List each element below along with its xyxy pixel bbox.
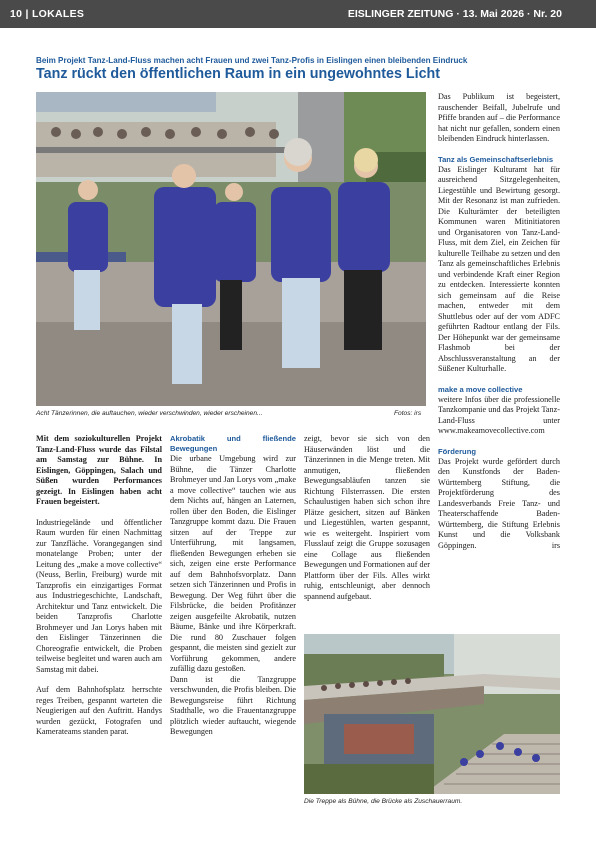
bridge-stairs-photo (304, 634, 560, 794)
page-section-label: 10 | LOKALES (10, 8, 85, 20)
article-lead: Mit dem soziokulturellen Projekt Tanz-Land-Fluss wurde das Filstal am Samstag zur Bühne. In Eislingen, Göppingen, Salach und Süßen wurden Performances gezeigt. In Eislingen haben acht Frauen begeistert. (36, 434, 162, 506)
body-paragraph: zeigt, bevor sie sich von den Häuserwänden löst und die Tänzerinnen in die Menge treten. Mit anmutigen, fließenden Bewegungsabläufen tanzen sie Richtung Filsterrassen. Die ersten Schaulustigen haben sich schon ihre Plätze gesichert, sitzen auf Bänken und Liegestühlen, warten gespannt, wie es weitergeht. Inspiriert vom Flusslauf zeigt die Gruppe sozusagen eine Collage aus fließenden Bewegungen und Formationen auf der Plattform über der Fils. Alles wirkt ruhig, entschleunigt, aber dennoch spannend aufgebaut. (304, 434, 430, 601)
funding-text: Das Projekt wurde gefördert durch den Kunstfonds der Baden-Württemberg Stiftung, die Projektförderung des Landesverbands Freie Tanz- und Theaterschaffende Baden-Württemberg, die Stiftung Erlebnis Kunst und die Volksbank Göppingen. (438, 456, 560, 550)
column-1 (36, 434, 162, 748)
body-paragraph: Industriegelände und öffentlicher Raum wurden für einen Nachmittag zur Tanzfläche. Vorangegangen sind monatelange Proben; unter der Leitung des „make a move collective“ (Neuss, Berlin, Freiburg) wurde mit Tanzprofis ein einzigartiges Format aus Industriegeschichte, Landschaft, Architektur und Tanz entwickelt. Die beiden Tanzprofis Charlotte Brohmeyer und Jan Lorys haben mit den Eislinger Tänzerinnen die Choreografie entwickelt, die Proben teilweise begleitet und waren auch am Samstag mit dabei. (36, 517, 162, 674)
page-header (0, 0, 596, 28)
main-photo-dancers (36, 92, 426, 406)
subheading-foerderung: Förderung (438, 446, 476, 456)
publication-info: EISLINGER ZEITUNG · 13. Mai 2026 · Nr. 20 (347, 8, 562, 20)
author-signature: irs (551, 540, 560, 550)
column-2 (170, 434, 296, 748)
column-4 (438, 92, 560, 551)
body-paragraph: Das Eislinger Kulturamt hat für ausreichend Sitzgelegenheiten, Liegestühle und Bewirtung gesorgt. Mit der Resonanz ist man zufrieden. Die Kulturämter der beteiligten Kommunen waren Mitinitiatoren und Organisatoren von Tanz-Land-Fluss, mit dem Ziel, ein Zeichen für kulturelle Teilhabe zu setzen und den Tanz als gemeinschaftliches Erlebnis und verbindende Kraft einer Region zu entdecken. Interessierte konnten sich gemeinsam auf die Reise machen, entweder mit dem Shuttlebus oder auf der vom ADFC geführten Radtour entlang der Fils. Der Höhepunkt war der gemeinsame Flashmob bei der Abschlussveranstaltung an der Süßener Kulturhalle. (438, 164, 560, 373)
article-kicker: Beim Projekt Tanz-Land-Fluss machen acht Frauen und zwei Tanz-Profis in Eislingen einen bleibenden Eindruck (36, 56, 468, 65)
body-paragraph: Die urbane Umgebung wird zur Bühne, die Tänzer Charlotte Brohmeyer und Jan Lorys vom „make a move collective“ tauchen wie aus dem Nichts auf, hängen an Laternen, rollen über den Boden, die Eislinger Tanzgruppe kommt dazu. Die Frauen sitzen auf der Treppe zur Unterführung, mit langsamen, fließenden Bewegungen erheben sie sich, zeigen eine erste Performance auf dem Bahnhofsvorplatz. Dann setzen sich Tänzerinnen und Profis in Bewegung. Der Weg führt über die Filsbrücke, die beiden Profitänzer zeigen ausgefeilte Akrobatik, nutzen Bäume, Bänke und ihre Körperkraft. Die rund 80 Zuschauer folgen gespannt, die meisten sind gezielt zur Vorführung gekommen, andere zufällig dazu gestoßen. (170, 454, 296, 673)
body-paragraph (438, 457, 560, 552)
main-photo-caption: Acht Tänzerinnen, die auftauchen, wieder verschwinden, wieder erscheinen... (36, 410, 263, 417)
article-headline: Tanz rückt den öffentlichen Raum in ein ungewohntes Licht (36, 66, 441, 82)
body-paragraph: weitere Infos über die professionelle Tanzkompanie und das Projekt Tanz-Land-Fluss unter www.makeamovecollective.com (438, 394, 560, 435)
subheading-gemeinschaft: Tanz als Gemeinschaftserlebnis (438, 154, 554, 164)
column-3 (304, 434, 430, 612)
photo-credit: Fotos: irs (394, 410, 422, 417)
body-paragraph: Dann ist die Tanzgruppe verschwunden, die Profis bleiben. Die Bewegungsreise führt Richtung Stadthalle, wo die Frauentanzgruppe plötzlich wieder auftaucht, wiegende Bewegungen (170, 674, 296, 736)
body-paragraph: Auf dem Bahnhofsplatz herrschte reges Treiben, gespannt warteten die Neugierigen auf den Auftritt. Handys wurden gezückt, Fotografen und Kamerateams standen parat. (36, 685, 162, 736)
bridge-photo-illustration (304, 634, 560, 794)
body-paragraph: Das Publikum ist begeistert, rauschender Beifall, Jubelrufe und Pfiffe branden auf – die Performance hat nicht nur gefallen, sondern einen bleibenden Eindruck hinterlassen. (438, 92, 560, 143)
bridge-photo-caption: Die Treppe als Bühne, die Brücke als Zuschauerraum. (304, 798, 463, 805)
dancers-photo-illustration (36, 92, 426, 406)
subheading-akrobatik: Akrobatik und fließende Bewegungen (170, 434, 296, 453)
subheading-make-a-move: make a move collective (438, 384, 523, 394)
